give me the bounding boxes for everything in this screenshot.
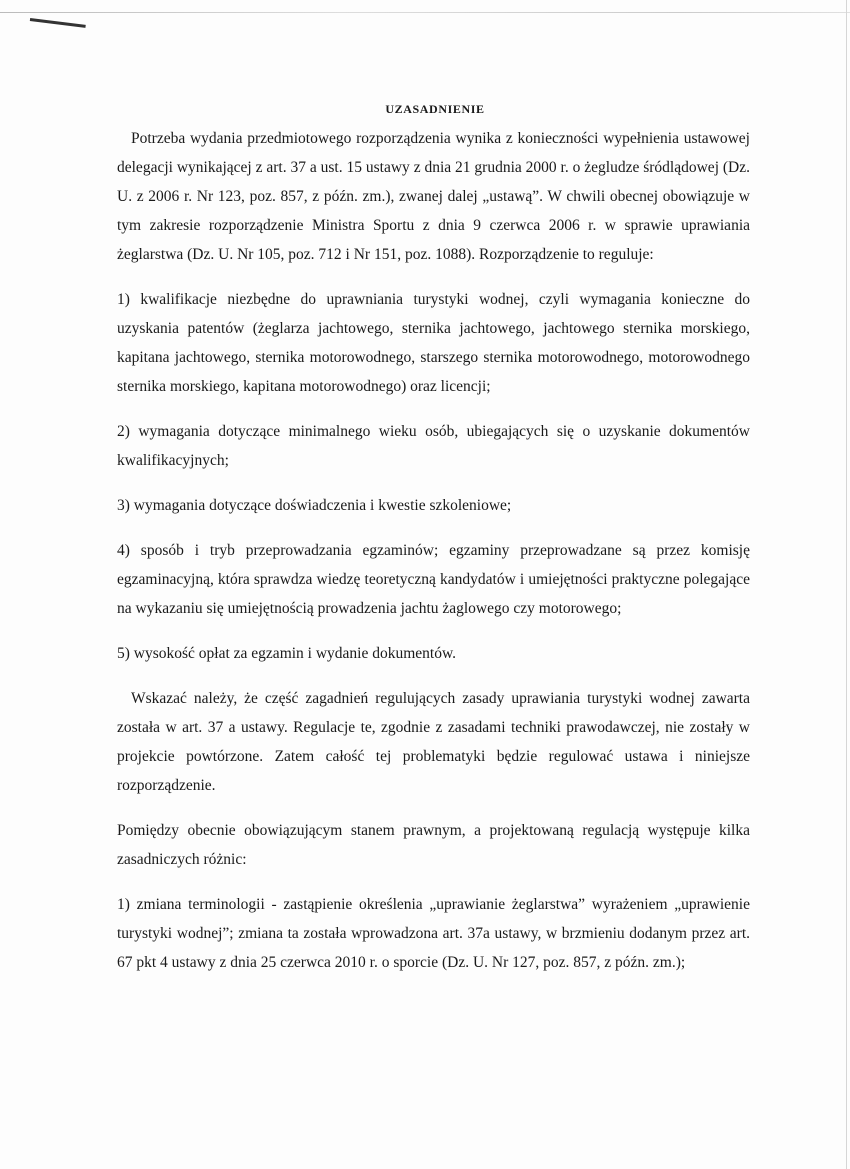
list-item-2: 2) wymagania dotyczące minimalnego wieku osób, ubiegających się o uzyskanie dokumentów kwalifikacyjnych; xyxy=(117,423,750,469)
pen-mark xyxy=(30,18,86,28)
scan-edge-right xyxy=(846,0,847,1169)
paragraph-pomiedzy: Pomiędzy obecnie obowiązującym stanem prawnym, a projektowaną regulacją występuje kilka zasadniczych różnic: xyxy=(117,822,750,868)
difference-item-1: 1) zmiana terminologii - zastąpienie określenia „uprawianie żeglarstwa” wyrażeniem „uprawienie turystyki wodnej”; zmiana ta została wprowadzona art. 37a ustawy, w brzmieniu dodanym przez art. 67 pkt 4 ustawy z dnia 25 czerwca 2010 r. o sporcie (Dz. U. Nr 127, poz. 857, z późn. zm.); xyxy=(117,896,750,971)
list-item-5: 5) wysokość opłat za egzamin i wydanie dokumentów. xyxy=(117,645,457,662)
list-item-4: 4) sposób i tryb przeprowadzania egzaminów; egzaminy przeprowadzane są przez komisję egzaminacyjną, która sprawdza wiedzę teoretyczną kandydatów i umiejętności praktyczne polegające na wykazaniu się umiejętnością prowadzenia jachtu żaglowego czy motorowego; xyxy=(117,542,750,617)
document-body xyxy=(117,124,750,977)
scan-edge-top xyxy=(0,12,850,13)
list-item-1: 1) kwalifikacje niezbędne do uprawniania turystyki wodnej, czyli wymagania konieczne do uzyskania patentów (żeglarza jachtowego, sternika jachtowego, jachtowego sternika morskiego, kapitana jachtowego, sternika motorowodnego, starszego sternika motorowodnego, motorowodnego sternika morskiego, kapitana motorowodnego) oraz licencji; xyxy=(117,291,750,395)
document-title: UZASADNIENIE xyxy=(385,102,485,116)
paragraph-wskazac: Wskazać należy, że część zagadnień regulujących zasady uprawiania turystyki wodnej zawarta została w art. 37 a ustawy. Regulacje te, zgodnie z zasadami techniki prawodawczej, nie zostały w projekcie powtórzone. Zatem całość tej problematyki będzie regulować ustawa i niniejsze rozporządzenie. xyxy=(117,690,750,794)
intro-paragraph: Potrzeba wydania przedmiotowego rozporządzenia wynika z konieczności wypełnienia ustawowej delegacji wynikającej z art. 37 a ust. 15 ustawy z dnia 21 grudnia 2000 r. o żegludze śródlądowej (Dz. U. z 2006 r. Nr 123, poz. 857, z późn. zm.), zwanej dalej „ustawą”. W chwili obecnej obowiązuje w tym zakresie rozporządzenie Ministra Sportu z dnia 9 czerwca 2006 r. w sprawie uprawiania żeglarstwa (Dz. U. Nr 105, poz. 712 i Nr 151, poz. 1088). Rozporządzenie to reguluje: xyxy=(117,130,750,263)
list-item-3: 3) wymagania dotyczące doświadczenia i kwestie szkoleniowe; xyxy=(117,497,512,514)
